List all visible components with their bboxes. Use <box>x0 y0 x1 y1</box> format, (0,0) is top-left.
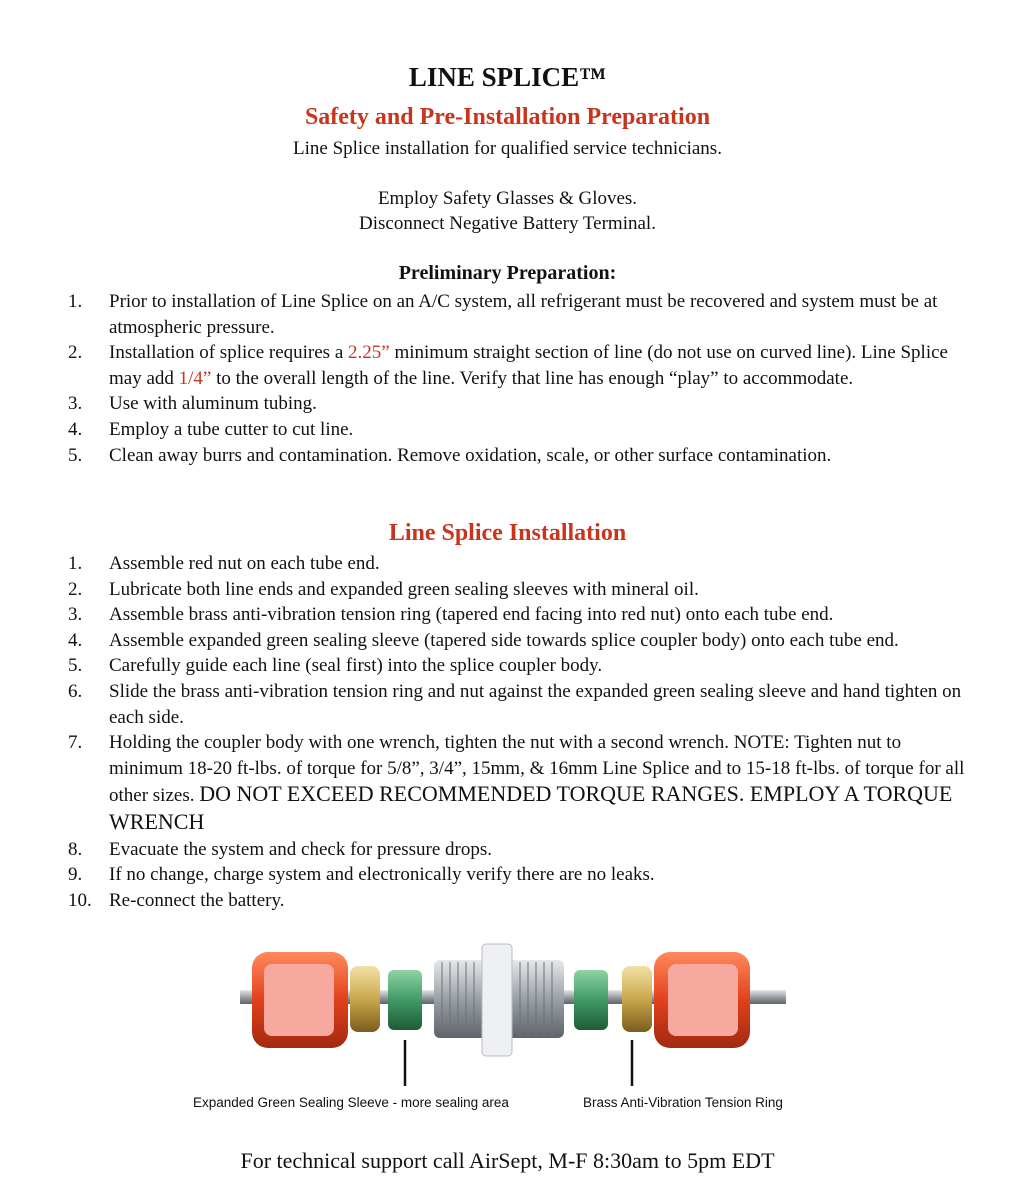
preliminary-list <box>68 289 968 468</box>
green-sleeve-right <box>574 970 608 1030</box>
list-item: 4. Assemble expanded green sealing sleeve (tapered side towards splice coupler body) onto each tube end. <box>68 629 899 651</box>
min-length-value: 2.25” <box>348 342 390 364</box>
list-item: 6. Slide the brass anti-vibration tension ring and nut against the expanded green sealing sleeve and hand tighten on each side. <box>68 680 962 728</box>
coupler-body <box>434 944 564 1056</box>
section-title-installation: Line Splice Installation <box>388 520 627 546</box>
line-splice-diagram <box>238 938 788 1088</box>
page-title: LINE SPLICE™ <box>408 62 607 92</box>
brass-ring-left <box>350 966 380 1032</box>
list-item: 2. Installation of splice requires a 2.25” minimum straight section of line (do not use on curved line). Line Splice may add 1/4” to the overall length of the line. Verify that line has enough “play” to accommodate. <box>68 342 948 389</box>
red-nut-right <box>654 952 750 1048</box>
list-item: 3. Assemble brass anti-vibration tension ring (tapered end facing into red nut) onto each tube end. <box>68 604 834 626</box>
list-item: 5. Clean away burrs and contamination. Remove oxidation, scale, or other surface contamination. <box>68 444 832 466</box>
list-item: 5. Carefully guide each line (seal first) into the splice coupler body. <box>68 655 603 677</box>
preliminary-heading: Preliminary Preparation: <box>398 262 617 284</box>
installation-list <box>68 551 968 913</box>
caption-brass-ring: Brass Anti-Vibration Tension Ring <box>583 1095 783 1110</box>
brass-ring-right <box>622 966 652 1032</box>
green-sleeve-left <box>388 970 422 1030</box>
torque-warning: DO NOT EXCEED RECOMMENDED TORQUE RANGES. EMPLOY A TORQUE WRENCH <box>109 781 953 834</box>
list-item: 4. Employ a tube cutter to cut line. <box>68 418 354 440</box>
red-nut-left <box>252 952 348 1048</box>
section-title-safety: Safety and Pre-Installation Preparation <box>304 104 711 130</box>
list-item: 3. Use with aluminum tubing. <box>68 393 317 415</box>
safety-glasses-note: Employ Safety Glasses & Gloves. <box>377 188 638 209</box>
battery-note: Disconnect Negative Battery Terminal. <box>359 213 656 234</box>
list-item: 9. If no change, charge system and electronically verify there are no leaks. <box>68 864 655 886</box>
support-footer: For technical support call AirSept, M-F 8:30am to 5pm EDT <box>240 1148 775 1173</box>
audience-note: Line Splice installation for qualified service technicians. <box>293 138 722 159</box>
list-item: 2. Lubricate both line ends and expanded green sealing sleeves with mineral oil. <box>68 578 699 600</box>
caption-green-sleeve: Expanded Green Sealing Sleeve - more sealing area <box>193 1095 509 1110</box>
list-item: 7. Holding the coupler body with one wrench, tighten the nut with a second wrench. NOTE: Tighten nut to minimum 18-20 ft-lbs. of torque for 5/8”, 3/4”, 15mm, & 16mm Line Splice and to 15-18 ft-lbs. of torque for all other sizes. DO NOT EXCEED RECOMMENDED TORQUE RANGES. EMPLOY A TORQUE WRENCH <box>68 732 965 834</box>
list-item: 1. Assemble red nut on each tube end. <box>68 553 380 574</box>
list-item: 10. Re-connect the battery. <box>68 889 285 911</box>
added-length-value: 1/4” <box>178 367 212 389</box>
list-item: 1. Prior to installation of Line Splice on an A/C system, all refrigerant must be recovered and system must be at atmospheric pressure. <box>68 291 938 338</box>
list-item: 8. Evacuate the system and check for pressure drops. <box>68 838 493 860</box>
